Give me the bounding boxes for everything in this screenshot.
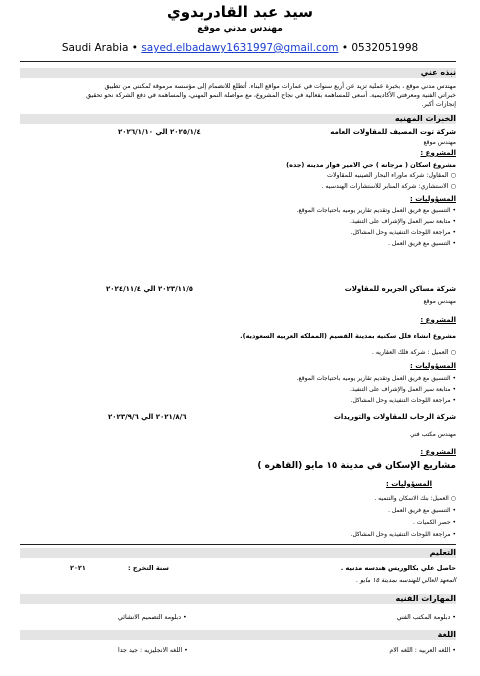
job1-project-heading: المشروع :: [420, 149, 456, 157]
job1-company: شركة توت المصيف للمقاولات العامه: [330, 128, 456, 136]
job2-project-heading: المشروع :: [420, 316, 456, 324]
job3-dates: ٢٠٢١/٨/٦ الي ٢٠٢٣/٩/٦: [108, 413, 187, 421]
job3-resp-2: • التنسيق مع فريق العمل .: [388, 507, 456, 514]
cv-title: مهندس مدني موقع: [197, 24, 283, 34]
experience-heading: الخبرات المهنيه: [394, 114, 456, 123]
job2-resp-3: • مراجعة اللوحات التنفيذيه وحل المشاكل.: [350, 397, 456, 404]
job2-project: مشروع انشاء فلل سكنيه بمدينة القصيم (المملكه العربيه السعوديه).: [240, 332, 456, 340]
skill-1: • دبلومة المكتب الفني: [396, 614, 456, 621]
about-heading: نبذه عني: [420, 68, 456, 77]
job2-company: شركة مساكن الجزيره للمقاولات: [344, 285, 456, 293]
job3-project-heading: المشروع :: [420, 448, 456, 456]
about-bar: [20, 68, 456, 78]
country: Saudi Arabia: [61, 42, 129, 54]
job1-resp-2: • متابعة سير العمل والإشراف على التنفيذ.: [350, 218, 456, 225]
language-1: • اللغه العربيه : اللغه الام: [389, 647, 456, 654]
bullet-2: •: [341, 42, 349, 54]
education-heading: التعليم: [429, 548, 456, 557]
cv-name: سيد عبد القادربدوي: [167, 3, 313, 21]
job3-resp-heading: المسؤوليات :: [386, 480, 432, 488]
language-2: • اللغه الانجليزيه : جيد جدا: [118, 647, 188, 654]
job2-resp-heading: المسؤوليات :: [410, 362, 456, 370]
languages-bar: [20, 630, 456, 640]
header-rule: [20, 61, 456, 62]
about-line-3: إنجازات أكبر.: [421, 101, 456, 108]
grad-year: ٢٠٢١: [70, 564, 86, 572]
job1-resp-1: • التنسيق مع فريق العمل وتقديم تقارير يوميه باحتياجات الموقع.: [296, 207, 456, 214]
job1-resp-3: • مراجعة اللوحات التنفيذيه وحل المشاكل.: [350, 229, 456, 236]
job2-dates: ٢٠٢٣/١١/٥ الي ٢٠٢٤/١١/٤: [106, 285, 194, 293]
job1-detail-2: ○ الاستشاري: شركة المنابر للاستشارات الهندسيه .: [321, 183, 456, 190]
skills-bar: [20, 594, 456, 604]
skill-2: • دبلومة التصميم الانشائي: [118, 614, 187, 621]
skills-heading: المهارات الفنيه: [395, 594, 456, 603]
job3-role: مهندس مكتب فني: [410, 431, 456, 438]
job2-detail-1: ○ العميل : شركة فلك العقاريه .: [371, 349, 456, 356]
job2-resp-1: • التنسيق مع فريق العمل وتقديم تقارير يوميه باحتياجات الموقع.: [296, 375, 456, 382]
languages-heading: اللغة: [437, 630, 456, 639]
job3-resp-4: • مراجعة اللوحات التنفيذيه وحل المشاكل.: [350, 531, 456, 538]
job1-resp-heading: المسؤوليات :: [410, 195, 456, 203]
education-school: المعهد العالي للهندسه بمدينة ١٥ مايو .: [356, 577, 456, 584]
job1-resp-4: • التنسيق مع فريق العمل .: [388, 240, 456, 247]
experience-end-rule: [20, 544, 456, 545]
phone: 0532051998: [351, 42, 419, 54]
job1-role: مهندس موقع: [423, 139, 456, 146]
job2-resp-2: • متابعة سير العمل والإشراف على التنفيذ.: [350, 386, 456, 393]
bullet-1: •: [131, 42, 138, 54]
grad-label: سنة التخرج :: [128, 564, 169, 572]
about-line-2: خبراتي الفنية ومعرفتي الأكاديمية. أسعى للمساهمة بفعالية في نجاح المشروع، مع مواصلة النمو المهني، والمساهمة في دفع الشركة نحو تحقيق: [86, 92, 456, 99]
job1-dates: ٢٠٢٥/١/٤ الي ٢٠٢٦/١/١٠: [118, 128, 201, 136]
experience-bar: [20, 114, 456, 124]
email-link[interactable]: sayed.elbadawy1631997@gmail.com: [141, 42, 339, 54]
education-bar: [20, 548, 456, 558]
contact-line: [0, 43, 480, 54]
about-line-1: مهندس مدني موقع ، بخبرة عملية تزيد عن أربع سنوات في عمارات مواقع البناء. أتطلع للانضمام إلى مؤسسة مرموقة تُمكنني من تطبيق: [104, 83, 456, 90]
job3-company: شركة الرحاب للمقاولات والتوريدات: [333, 413, 456, 421]
job2-role: مهندس موقع: [423, 298, 456, 305]
job1-project: مشروع اسكان ( مرجانه ) حي الامير فواز مدينه (جده): [286, 161, 456, 169]
education-degree: حاصل علي بكالوريس هندسه مدنيه .: [340, 564, 456, 572]
job3-resp-1: ○ العميل: بنك الاسكان والتنميه .: [374, 495, 456, 502]
job3-resp-3: • حصر الكميات .: [413, 519, 456, 526]
job1-detail-1: ○ المقاول: شركة ماوراء البحار الصينيه للمقاولات: [327, 172, 456, 179]
job3-project: مشاريع الإسكان في مدينة ١٥ مايو (القاهره ): [257, 461, 456, 471]
